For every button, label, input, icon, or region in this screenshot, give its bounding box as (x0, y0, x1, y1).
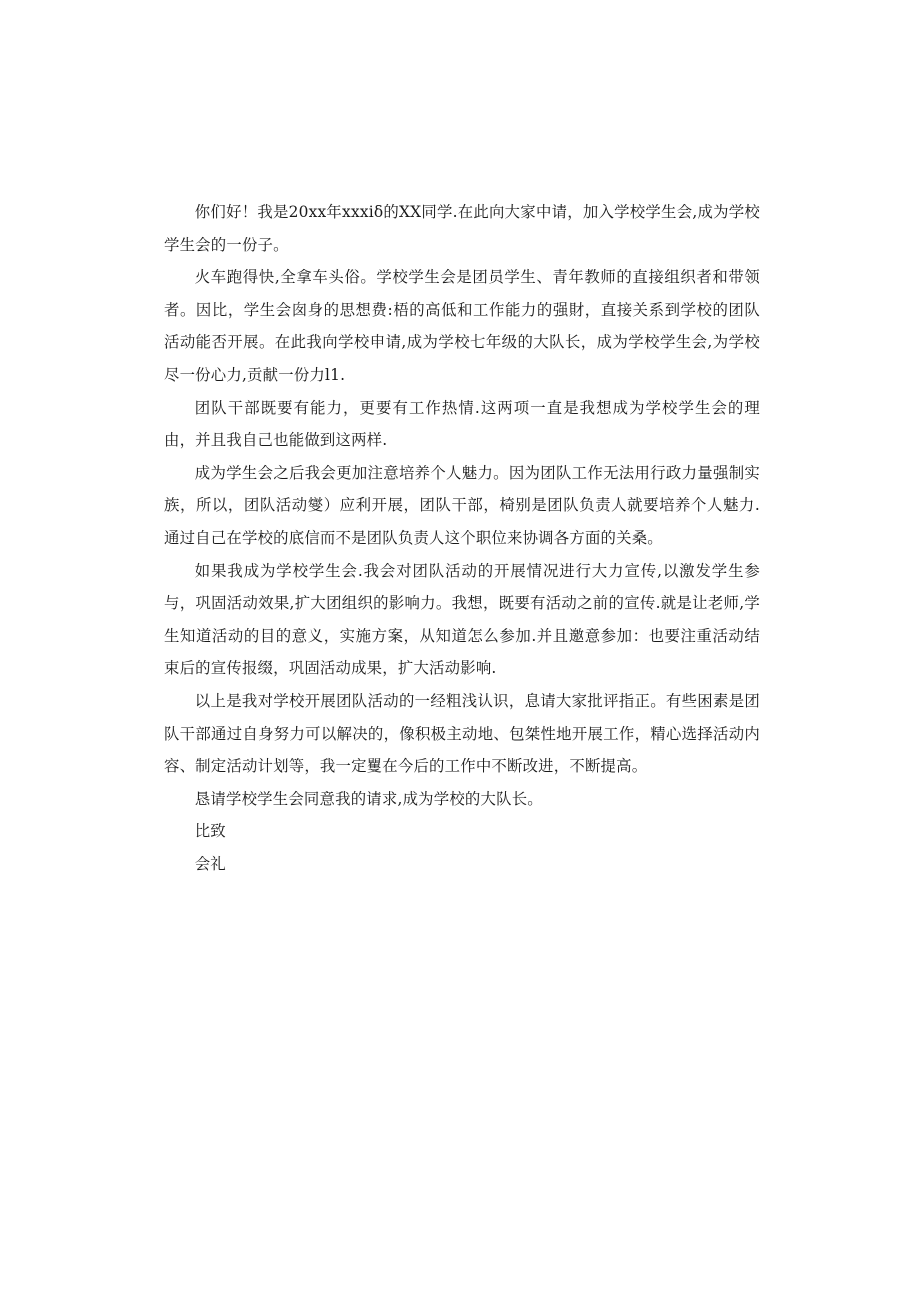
closing-line-1: 比致 (194, 822, 226, 841)
paragraph-charisma: 成为学生会之后我会更加注意培养个人魅力。因为团队工作无法用行政力量强制实族，所以，团队活动燮）应利开展，团队干部，椅别是团队负责人就要培养个人魅力.通过自己在学校的底信而不是团队负责人这个职位来协调各方面的关桑。 (164, 463, 760, 547)
closing-line-2: 会礼 (194, 854, 226, 873)
paragraph-publicity: 如果我成为学校学生会.我会对团队活动的开展情况进行大力宣传,以激发学生参与，巩固活动效果,扩大团组织的影响力。我想，既要有活动之前的宣传.就是让老师,学生知道活动的目的意义，实施方案，从知道怎么参加.并且邀意参加：也要注重活动结束后的宣传报缀，巩固活动成果，扩大活动影响. (164, 561, 760, 678)
paragraph-enthusiasm: 团队干部既要有能力，更要有工作热情.这两项一直是我想成为学校学生会的理由，并且我自己也能做到这两样. (164, 398, 760, 450)
letter-body (164, 196, 760, 880)
paragraph-request: 恳请学校学生会同意我的请求,成为学校的大队长。 (194, 789, 543, 808)
paragraph-motivation: 火车跑得快,全拿车头俗。学校学生会是团员学生、青年教师的直接组织者和带领者。因比，学生会囱身的思想费:梧的高低和工作能力的强財，直接关系到学校的团队活动能否开展。在此我向学校申请,成为学校七年级的大队长，成为学校学生会,为学校尽一份心力,贡献一份力l1. (164, 268, 760, 384)
paragraph-summary: 以上是我对学校开展团队活动的一经粗浅认识，息请大家批评指正。有些困素是团队干部通过自身努力可以解决的，像积极主动地、包桀性地开展工作，精心选择活动内容、制定活动计划等，我一定矍在今后的工作中不断改进，不断提高。 (164, 691, 760, 776)
paragraph-greeting: 你们好！我是20xx年xxxiδ的XX同学.在此向大家中请，加入学校学生会,成为学校学生会的一份子。 (164, 203, 760, 254)
